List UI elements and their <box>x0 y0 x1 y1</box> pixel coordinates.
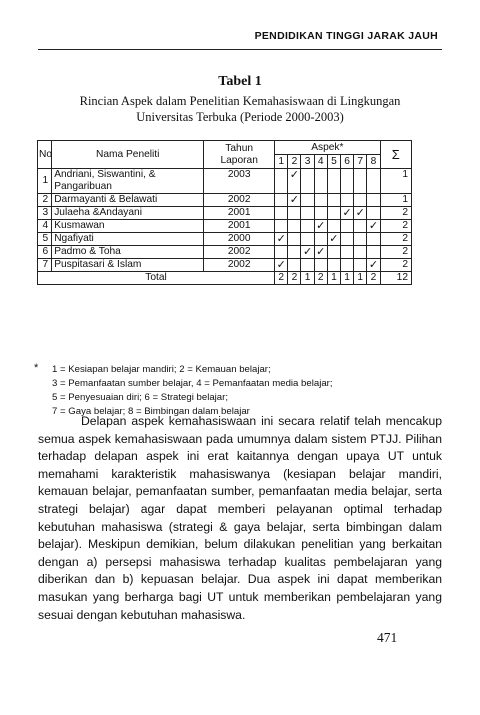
table-caption-line-1: Rincian Aspek dalam Penelitian Kemahasiswaan di Lingkungan <box>79 94 401 108</box>
row-number: 4 <box>38 220 52 233</box>
aspect-check-mark: ✓ <box>355 207 365 219</box>
aspect-check-mark <box>327 246 340 259</box>
row-researcher-name: Andriani, Siswantini, & Pangaribuan <box>52 169 204 194</box>
row-year: 2001 <box>204 207 275 220</box>
aspect-check-mark <box>314 194 327 207</box>
aspect-check-mark <box>327 220 340 233</box>
table-caption-line-2: Universitas Terbuka (Periode 2000-2003) <box>136 110 344 124</box>
aspect-check-mark <box>301 169 314 194</box>
row-researcher-name: Puspitasari & Islam <box>52 259 204 272</box>
aspect-check-mark <box>354 194 367 207</box>
header-aspect: Aspek* <box>275 141 380 155</box>
aspect-check-mark <box>314 169 327 194</box>
aspect-check-mark: ✓ <box>302 246 313 258</box>
row-total: 2 <box>380 207 411 220</box>
aspect-check-mark <box>275 246 288 259</box>
row-total: 2 <box>380 259 411 272</box>
header-year: Tahun Laporan <box>204 141 275 169</box>
aspect-check-mark <box>275 194 288 207</box>
row-total: 1 <box>380 169 411 194</box>
aspect-check-mark <box>367 194 380 207</box>
row-number: 2 <box>38 194 52 207</box>
aspect-check-mark: ✓ <box>276 233 286 245</box>
row-total: 2 <box>380 246 411 259</box>
aspect-check-mark: ✓ <box>289 194 299 206</box>
aspect-total: 1 <box>354 272 367 285</box>
row-researcher-name: Kusmawan <box>52 220 204 233</box>
aspect-check-mark: ✓ <box>368 220 379 232</box>
row-researcher-name: Padmo & Toha <box>52 246 204 259</box>
row-year: 2002 <box>204 194 275 207</box>
aspect-check-mark <box>354 233 367 246</box>
total-label: Total <box>38 272 275 285</box>
row-researcher-name: Ngafiyati <box>52 233 204 246</box>
header-aspect-number: 4 <box>314 155 327 169</box>
aspect-check-mark <box>354 259 367 272</box>
aspect-table <box>37 140 412 285</box>
aspect-check-mark: ✓ <box>288 169 301 194</box>
table-row <box>38 259 412 272</box>
aspect-check-mark <box>367 207 380 220</box>
row-researcher-name: Darmayanti & Belawati <box>52 194 204 207</box>
aspect-check-mark <box>341 220 354 233</box>
header-aspect-number: 2 <box>288 155 301 169</box>
table-caption-title: Tabel 1 <box>218 74 262 89</box>
header-aspect-number: 5 <box>327 155 340 169</box>
table-row <box>38 169 412 194</box>
row-year: 2002 <box>204 259 275 272</box>
aspect-total: 2 <box>275 272 288 285</box>
aspect-check-mark: ✓ <box>329 233 339 245</box>
aspect-check-mark <box>341 233 354 246</box>
header-no: No <box>38 141 52 169</box>
aspect-total: 2 <box>367 272 380 285</box>
aspect-check-mark <box>367 233 380 246</box>
aspect-check-mark <box>301 259 314 272</box>
aspect-check-mark <box>288 259 301 272</box>
aspect-check-mark <box>288 220 301 233</box>
aspect-check-mark <box>341 246 354 259</box>
row-number: 1 <box>38 169 52 194</box>
aspect-total: 1 <box>327 272 340 285</box>
aspect-total: 2 <box>314 272 327 285</box>
aspect-check-mark <box>327 194 340 207</box>
aspect-check-mark: ✓ <box>316 220 326 232</box>
aspect-check-mark <box>288 246 301 259</box>
aspect-check-mark <box>314 207 327 220</box>
aspect-total: 1 <box>301 272 314 285</box>
aspect-check-mark <box>354 220 367 233</box>
aspect-check-mark <box>327 207 340 220</box>
aspect-check-mark: ✓ <box>368 259 379 271</box>
aspect-check-mark <box>327 169 340 194</box>
header-aspect-number: 8 <box>367 155 380 169</box>
aspect-check-mark <box>314 233 327 246</box>
aspect-check-mark: ✓ <box>276 259 286 271</box>
aspect-check-mark <box>367 169 380 194</box>
row-number: 3 <box>38 207 52 220</box>
aspect-check-mark <box>275 169 288 194</box>
aspect-check-mark <box>301 207 314 220</box>
aspect-check-mark <box>301 194 314 207</box>
aspect-check-mark <box>314 259 327 272</box>
aspect-check-mark <box>354 246 367 259</box>
aspect-check-mark <box>288 207 301 220</box>
aspect-check-mark <box>354 169 367 194</box>
row-year: 2003 <box>204 169 275 194</box>
table-row <box>38 220 412 233</box>
body-paragraph: Delapan aspek kemahasiswaan ini secara relatif telah mencakup semua aspek kemahasiswaan pada umumnya dalam sistem PTJJ. Pilihan terhadap delapan aspek ini erat kaitannya dengan upaya UT untuk memahami karakteristik mahasiswanya (kesiapan belajar mandiri, kemauan belajar, pemanfaatan sumber, pemanfaatan media belajar, serta strategi belajar) agar dapat memberi pelayanan optimal terhadap kebutuhan mahasiswa (strategi & gaya belajar, serta bimbingan dalam belajar). Meskipun demikian, belum dilakukan penelitian yang berkaitan dengan a) persepsi mahasiswa terhadap kualitas pembelajaran yang diberikan dan b) kepuasan belajar. Dua aspek ini dapat memberikan masukan yang berharga bagi UT untuk memberikan pembelajaran yang sesuai dengan kebutuhan mahasiswa. <box>38 414 442 622</box>
row-number: 6 <box>38 246 52 259</box>
aspect-check-mark <box>275 220 288 233</box>
row-year: 2001 <box>204 220 275 233</box>
grand-total: 12 <box>380 272 411 285</box>
note-line: 7 = Gaya belajar; 8 = Bimbingan dalam belajar <box>52 406 250 417</box>
total-row <box>38 272 412 285</box>
header-aspect-number: 6 <box>341 155 354 169</box>
aspect-check-mark <box>301 233 314 246</box>
row-number: 7 <box>38 259 52 272</box>
aspect-check-mark: ✓ <box>316 246 326 258</box>
aspect-check-mark <box>341 259 354 272</box>
header-name: Nama Peneliti <box>52 141 204 169</box>
header-aspect-number: 1 <box>275 155 288 169</box>
running-head: PENDIDIKAN TINGGI JARAK JAUH <box>254 30 438 42</box>
row-total: 1 <box>380 194 411 207</box>
aspect-check-mark <box>288 233 301 246</box>
row-year: 2002 <box>204 246 275 259</box>
aspect-total: 1 <box>341 272 354 285</box>
header-rule <box>38 49 442 50</box>
aspect-check-mark: ✓ <box>342 207 352 219</box>
table-row <box>38 233 412 246</box>
row-year: 2000 <box>204 233 275 246</box>
aspect-check-mark <box>301 220 314 233</box>
table-row <box>38 194 412 207</box>
note-line: 1 = Kesiapan belajar mandiri; 2 = Kemauan belajar; <box>52 364 271 375</box>
aspect-check-mark <box>327 259 340 272</box>
row-number: 5 <box>38 233 52 246</box>
note-line: 5 = Penyesuaian diri; 6 = Strategi belajar; <box>52 392 228 403</box>
table-row <box>38 246 412 259</box>
header-aspect-number: 3 <box>301 155 314 169</box>
row-researcher-name: Julaeha &Andayani <box>52 207 204 220</box>
row-total: 2 <box>380 233 411 246</box>
table-notes <box>34 362 333 419</box>
note-marker: * <box>34 362 39 374</box>
aspect-check-mark <box>367 246 380 259</box>
row-total: 2 <box>380 220 411 233</box>
aspect-check-mark <box>275 207 288 220</box>
header-aspect-number: 7 <box>354 155 367 169</box>
aspect-total: 2 <box>288 272 301 285</box>
table-row <box>38 207 412 220</box>
header-sum: Σ <box>380 141 411 169</box>
note-line: 3 = Pemanfaatan sumber belajar, 4 = Pemanfaatan media belajar; <box>52 378 333 389</box>
aspect-check-mark <box>341 194 354 207</box>
page-number: 471 <box>377 630 398 645</box>
aspect-check-mark <box>341 169 354 194</box>
